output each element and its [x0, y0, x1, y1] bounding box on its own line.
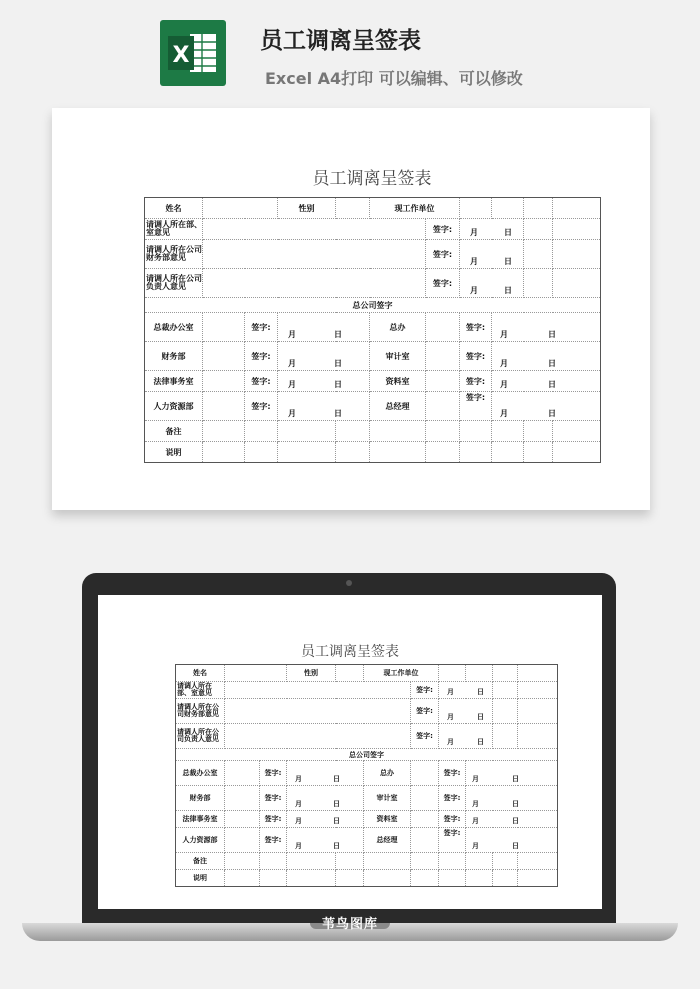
blank-cell[interactable] — [553, 269, 601, 298]
table-row — [176, 853, 558, 870]
blank-cell[interactable] — [411, 786, 439, 811]
hr-dept-label: 人力资源部 — [176, 828, 225, 853]
day-label: 日 — [477, 738, 484, 746]
gender-label: 性别 — [278, 198, 336, 219]
blank-cell[interactable] — [426, 342, 460, 371]
blank-cell[interactable] — [460, 442, 492, 463]
table-row — [176, 828, 558, 853]
day-label: 日 — [512, 842, 519, 850]
table-row — [145, 313, 601, 342]
blank-cell[interactable] — [336, 421, 370, 442]
audit-office-label: 审计室 — [370, 342, 426, 371]
blank-cell[interactable] — [225, 853, 260, 870]
date-cell[interactable] — [278, 371, 370, 392]
sign-label: 签字: — [245, 313, 278, 342]
blank-cell[interactable] — [411, 811, 439, 828]
watermark-label: 苇鸟图库 — [321, 917, 378, 932]
date-cell[interactable] — [278, 313, 370, 342]
table-row — [176, 699, 558, 724]
blank-cell[interactable] — [426, 421, 460, 442]
blank-cell[interactable] — [287, 870, 336, 887]
day-label: 日 — [477, 688, 484, 696]
day-label: 日 — [334, 359, 342, 368]
sign-label: 签字: — [260, 811, 287, 828]
date-cell[interactable] — [492, 342, 601, 371]
name-label: 姓名 — [145, 198, 203, 219]
dept-opinion-label: 请调人所在部、室意见 — [176, 682, 225, 699]
day-label: 日 — [548, 380, 556, 389]
blank-cell[interactable] — [411, 870, 439, 887]
general-office-label: 总裁办公室 — [176, 761, 225, 786]
leader-opinion-field[interactable] — [203, 269, 426, 298]
gender-value[interactable] — [336, 665, 364, 682]
svg-text:X: X — [172, 43, 190, 68]
legal-office-label: 法律事务室 — [176, 811, 225, 828]
blank-cell[interactable] — [336, 442, 370, 463]
blank-cell[interactable] — [518, 853, 558, 870]
blank-cell[interactable] — [524, 240, 553, 269]
excel-icon — [160, 20, 226, 86]
date-cell[interactable] — [492, 313, 601, 342]
month-label: 月 — [472, 800, 479, 808]
table-row — [176, 749, 558, 761]
blank-cell[interactable] — [493, 682, 518, 699]
hq-sign-header: 总公司签字 — [145, 298, 601, 313]
document-title: 员工调离呈签表 — [260, 28, 421, 54]
blank-cell[interactable] — [203, 442, 245, 463]
sheet-preview — [52, 108, 650, 510]
blank-cell[interactable] — [260, 870, 287, 887]
blank-cell[interactable] — [370, 442, 426, 463]
finance-opinion-field[interactable] — [203, 240, 426, 269]
day-label: 日 — [504, 257, 512, 266]
sign-label: 签字: — [439, 828, 466, 853]
blank-cell[interactable] — [260, 853, 287, 870]
sign-label: 签字: — [411, 724, 439, 749]
general-manager-label: 总经理 — [370, 392, 426, 421]
month-label: 月 — [472, 775, 479, 783]
table-row — [176, 786, 558, 811]
blank-cell[interactable] — [225, 811, 260, 828]
unit-value[interactable] — [439, 665, 466, 682]
date-cell[interactable] — [278, 392, 370, 421]
remarks-label: 备注 — [145, 421, 203, 442]
table-row — [176, 761, 558, 786]
blank-cell[interactable] — [553, 240, 601, 269]
date-cell[interactable] — [460, 240, 524, 269]
sign-label: 签字: — [260, 761, 287, 786]
date-cell[interactable] — [439, 682, 493, 699]
month-label: 月 — [288, 380, 296, 389]
month-label: 月 — [447, 713, 454, 721]
blank-cell[interactable] — [493, 870, 518, 887]
blank-cell[interactable] — [203, 371, 245, 392]
date-cell[interactable] — [466, 828, 558, 853]
audit-office-label: 审计室 — [364, 786, 411, 811]
day-label: 日 — [512, 800, 519, 808]
name-label: 姓名 — [176, 665, 225, 682]
sign-label: 签字: — [411, 682, 439, 699]
table-row — [176, 870, 558, 887]
day-label: 日 — [334, 330, 342, 339]
table-row — [145, 269, 601, 298]
date-cell[interactable] — [460, 219, 524, 240]
general-office-right-label: 总办 — [370, 313, 426, 342]
day-label: 日 — [504, 286, 512, 295]
date-cell[interactable] — [460, 269, 524, 298]
notes-label: 说明 — [145, 442, 203, 463]
date-cell[interactable] — [278, 342, 370, 371]
sign-label: 签字: — [245, 342, 278, 371]
sign-label: 签字: — [460, 313, 492, 342]
table-row — [145, 392, 601, 421]
day-label: 日 — [477, 713, 484, 721]
day-label: 日 — [334, 380, 342, 389]
finance-opinion-label: 请调人所在公司财务部意见 — [176, 699, 225, 724]
month-label: 月 — [288, 330, 296, 339]
blank-cell[interactable] — [336, 870, 364, 887]
day-label: 日 — [334, 409, 342, 418]
month-label: 月 — [447, 688, 454, 696]
month-label: 月 — [470, 257, 478, 266]
blank-cell[interactable] — [439, 853, 466, 870]
month-label: 月 — [500, 330, 508, 339]
blank-cell[interactable] — [524, 442, 553, 463]
blank-cell[interactable] — [553, 219, 601, 240]
month-label: 月 — [500, 380, 508, 389]
sign-label: 签字: — [426, 219, 460, 240]
blank-cell[interactable] — [439, 870, 466, 887]
dept-opinion-field[interactable] — [225, 682, 411, 699]
month-label: 月 — [295, 800, 302, 808]
remarks-label: 备注 — [176, 853, 225, 870]
table-row — [145, 371, 601, 392]
blank-cell[interactable] — [426, 371, 460, 392]
blank-cell[interactable] — [426, 442, 460, 463]
finance-opinion-field[interactable] — [225, 699, 411, 724]
month-label: 月 — [500, 409, 508, 418]
unit-value[interactable] — [460, 198, 492, 219]
finance-dept-label: 财务部 — [176, 786, 225, 811]
blank-cell[interactable] — [278, 442, 336, 463]
blank-cell[interactable] — [364, 853, 411, 870]
blank-cell[interactable] — [518, 699, 558, 724]
unit-value[interactable] — [466, 665, 493, 682]
month-label: 月 — [470, 228, 478, 237]
month-label: 月 — [288, 409, 296, 418]
sign-label: 签字: — [245, 371, 278, 392]
day-label: 日 — [548, 359, 556, 368]
month-label: 月 — [500, 359, 508, 368]
unit-value[interactable] — [553, 198, 601, 219]
day-label: 日 — [333, 775, 340, 783]
sign-label: 签字: — [260, 828, 287, 853]
leader-opinion-label: 请调人所在公司负责人意见 — [176, 724, 225, 749]
sign-label: 签字: — [245, 392, 278, 421]
general-office-label: 总裁办公室 — [145, 313, 203, 342]
sign-label: 签字: — [460, 342, 492, 371]
month-label: 月 — [295, 817, 302, 825]
month-label: 月 — [295, 842, 302, 850]
day-label: 日 — [333, 800, 340, 808]
date-cell[interactable] — [287, 786, 364, 811]
form-table — [175, 664, 558, 887]
table-row — [176, 724, 558, 749]
table-row — [176, 811, 558, 828]
table-row — [145, 219, 601, 240]
blank-cell[interactable] — [225, 870, 260, 887]
form-table — [144, 197, 601, 463]
finance-opinion-label: 请调人所在公司财务部意见 — [145, 240, 203, 269]
laptop-screen — [98, 595, 602, 909]
table-row — [145, 421, 601, 442]
notes-label: 说明 — [176, 870, 225, 887]
table-row — [145, 442, 601, 463]
blank-cell[interactable] — [370, 421, 426, 442]
month-label: 月 — [288, 359, 296, 368]
dept-opinion-field[interactable] — [203, 219, 426, 240]
archives-office-label: 资料室 — [364, 811, 411, 828]
date-cell[interactable] — [287, 811, 364, 828]
general-manager-label: 总经理 — [364, 828, 411, 853]
blank-cell[interactable] — [553, 442, 601, 463]
blank-cell[interactable] — [203, 342, 245, 371]
table-row — [145, 198, 601, 219]
blank-cell[interactable] — [411, 761, 439, 786]
sign-label: 签字: — [426, 240, 460, 269]
blank-cell[interactable] — [411, 828, 439, 853]
date-cell[interactable] — [287, 761, 364, 786]
blank-cell[interactable] — [460, 421, 492, 442]
day-label: 日 — [548, 330, 556, 339]
blank-cell[interactable] — [203, 313, 245, 342]
name-value[interactable] — [225, 665, 287, 682]
sign-label: 签字: — [426, 269, 460, 298]
blank-cell[interactable] — [278, 421, 336, 442]
hr-dept-label: 人力资源部 — [145, 392, 203, 421]
day-label: 日 — [504, 228, 512, 237]
day-label: 日 — [512, 775, 519, 783]
blank-cell[interactable] — [524, 421, 553, 442]
current-unit-label: 现工作单位 — [370, 198, 460, 219]
date-cell[interactable] — [466, 811, 558, 828]
gender-label: 性别 — [287, 665, 336, 682]
unit-value[interactable] — [492, 198, 524, 219]
blank-cell[interactable] — [493, 699, 518, 724]
blank-cell[interactable] — [518, 724, 558, 749]
table-row — [145, 342, 601, 371]
sign-label: 签字: — [439, 786, 466, 811]
blank-cell[interactable] — [426, 392, 460, 421]
table-row — [176, 682, 558, 699]
table-row — [145, 298, 601, 313]
blank-cell[interactable] — [287, 853, 336, 870]
blank-cell[interactable] — [492, 442, 524, 463]
blank-cell[interactable] — [203, 421, 245, 442]
blank-cell[interactable] — [364, 870, 411, 887]
sign-label: 签字: — [411, 699, 439, 724]
blank-cell[interactable] — [553, 421, 601, 442]
blank-cell[interactable] — [466, 853, 493, 870]
blank-cell[interactable] — [492, 421, 524, 442]
blank-cell[interactable] — [518, 870, 558, 887]
day-label: 日 — [548, 409, 556, 418]
blank-cell[interactable] — [336, 853, 364, 870]
blank-cell[interactable] — [225, 761, 260, 786]
month-label: 月 — [295, 775, 302, 783]
blank-cell[interactable] — [426, 313, 460, 342]
hq-sign-header: 总公司签字 — [176, 749, 558, 761]
gender-value[interactable] — [336, 198, 370, 219]
sheet-title: 员工调离呈签表 — [301, 644, 399, 660]
sheet-title: 员工调离呈签表 — [312, 169, 432, 189]
current-unit-label: 现工作单位 — [364, 665, 439, 682]
blank-cell[interactable] — [493, 853, 518, 870]
name-value[interactable] — [203, 198, 278, 219]
month-label: 月 — [472, 817, 479, 825]
legal-office-label: 法律事务室 — [145, 371, 203, 392]
unit-value[interactable] — [518, 665, 558, 682]
blank-cell[interactable] — [493, 724, 518, 749]
date-cell[interactable] — [466, 786, 558, 811]
day-label: 日 — [512, 817, 519, 825]
archives-office-label: 资料室 — [370, 371, 426, 392]
month-label: 月 — [447, 738, 454, 746]
date-cell[interactable] — [492, 392, 601, 421]
day-label: 日 — [333, 817, 340, 825]
sign-label: 签字: — [439, 761, 466, 786]
blank-cell[interactable] — [466, 870, 493, 887]
sign-label: 签字: — [439, 811, 466, 828]
blank-cell[interactable] — [245, 442, 278, 463]
camera-icon — [346, 580, 352, 586]
sign-label: 签字: — [460, 392, 492, 421]
blank-cell[interactable] — [518, 682, 558, 699]
date-cell[interactable] — [492, 371, 601, 392]
blank-cell[interactable] — [524, 219, 553, 240]
date-cell[interactable] — [439, 724, 493, 749]
general-office-right-label: 总办 — [364, 761, 411, 786]
blank-cell[interactable] — [203, 392, 245, 421]
sign-label: 签字: — [260, 786, 287, 811]
month-label: 月 — [470, 286, 478, 295]
finance-dept-label: 财务部 — [145, 342, 203, 371]
blank-cell[interactable] — [225, 786, 260, 811]
blank-cell[interactable] — [411, 853, 439, 870]
month-label: 月 — [472, 842, 479, 850]
dept-opinion-label: 请调人所在部、室意见 — [145, 219, 203, 240]
date-cell[interactable] — [466, 761, 558, 786]
blank-cell[interactable] — [225, 828, 260, 853]
unit-value[interactable] — [524, 198, 553, 219]
blank-cell[interactable] — [524, 269, 553, 298]
day-label: 日 — [333, 842, 340, 850]
table-row — [176, 665, 558, 682]
date-cell[interactable] — [287, 828, 364, 853]
table-row — [145, 240, 601, 269]
date-cell[interactable] — [439, 699, 493, 724]
leader-opinion-field[interactable] — [225, 724, 411, 749]
blank-cell[interactable] — [245, 421, 278, 442]
sign-label: 签字: — [460, 371, 492, 392]
leader-opinion-label: 请调人所在公司负责人意见 — [145, 269, 203, 298]
unit-value[interactable] — [493, 665, 518, 682]
document-subtitle: Excel A4打印 可以编辑、可以修改 — [265, 69, 523, 88]
